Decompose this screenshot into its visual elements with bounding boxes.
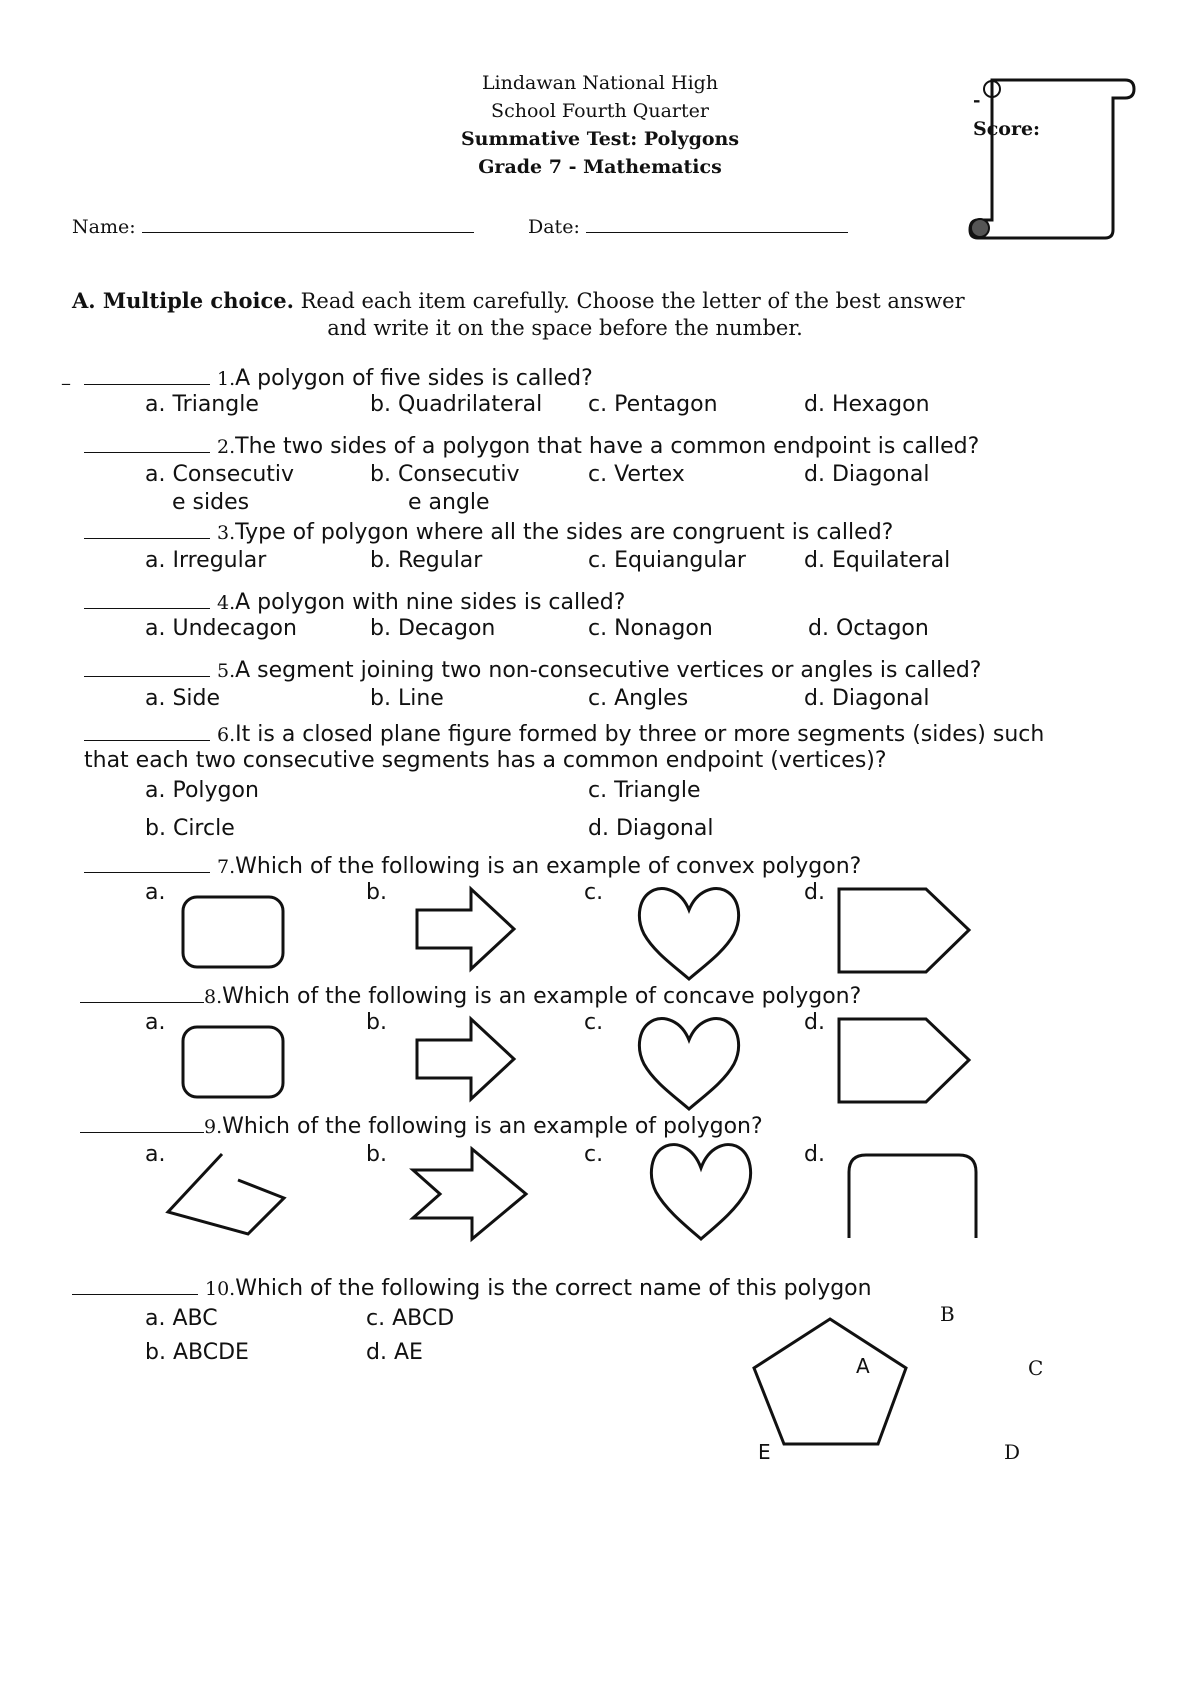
answer-blank-5[interactable] [84,656,210,677]
option-8d: d. [804,1010,825,1035]
option-9c: c. [584,1142,604,1167]
instructions-line1 [72,288,965,313]
option-9b: b. [366,1142,387,1167]
option-10a: a. ABC [145,1306,218,1331]
answer-blank-3[interactable] [84,518,210,539]
option-3a: a. Irregular [145,548,267,573]
option-2a: a. Consecutiv [145,462,295,487]
answer-blank-10[interactable] [72,1274,198,1295]
question-text: Which of the following is an example of polygon? [222,1114,763,1139]
option-6d: d. Diagonal [588,816,714,841]
grade-subject: Grade 7 - Mathematics [478,156,722,178]
option-8a: a. [145,1010,166,1035]
option-9a: a. [145,1142,166,1167]
question-2: 2.The two sides of a polygon that have a common endpoint is called? [84,432,979,459]
option-4d: d. Octagon [808,616,929,641]
option-4a: a. Undecagon [145,616,297,641]
option-3d: d. Equilateral [804,548,951,573]
question-9: 9.Which of the following is an example of polygon? [80,1112,763,1139]
question-text: Which of the following is an example of convex polygon? [235,854,862,879]
question-text: It is a closed plane figure formed by three or more segments (sides) such [235,722,1045,747]
question-text: A polygon of five sides is called? [235,366,593,391]
instructions-label: A. Multiple choice. [72,288,294,313]
answer-blank-4[interactable] [84,588,210,609]
name-field[interactable] [72,212,474,238]
name-blank[interactable] [142,212,474,233]
question-6-line2: that each two consecutive segments has a common endpoint (vertices)? [84,748,887,773]
option-3c: c. Equiangular [588,548,746,573]
option-4b: b. Decagon [370,616,496,641]
date-label: Date: [528,216,580,238]
option-2d: d. Diagonal [804,462,930,487]
stray-mark: _ [62,366,70,385]
question-5: 5.A segment joining two non-consecutive vertices or angles is called? [84,656,981,683]
answer-blank-9[interactable] [80,1112,204,1133]
option-6a: a. Polygon [145,778,259,803]
option-1b: b. Quadrilateral [370,392,543,417]
question-4: 4.A polygon with nine sides is called? [84,588,625,615]
option-1d: d. Hexagon [804,392,930,417]
option-6b: b. Circle [145,816,235,841]
score-dash: - [973,90,981,111]
option-7d: d. [804,880,825,905]
option-4c: c. Nonagon [588,616,713,641]
heart-shape [636,884,742,982]
score-label: Score: [973,118,1041,140]
arrow-shape [414,1016,518,1102]
option-2b-wrap: e angle [408,490,490,515]
heart-shape [636,1014,742,1112]
score-scroll-icon [960,70,1140,245]
vertex-label-c: C [1028,1356,1044,1380]
option-2c: c. Vertex [588,462,685,487]
option-7c: c. [584,880,604,905]
option-9d: d. [804,1142,825,1167]
date-field[interactable] [528,212,848,238]
school-name-line1: Lindawan National High [481,72,719,94]
vertex-label-e: E [758,1440,771,1464]
option-10c: c. ABCD [366,1306,455,1331]
question-text: The two sides of a polygon that have a common endpoint is called? [235,434,980,459]
school-name-line2: School Fourth Quarter [491,100,709,122]
open-rounded-rectangle-shape [846,1152,980,1242]
arrow-shape [414,886,518,972]
question-1: 1.A polygon of five sides is called? [84,364,593,391]
option-5b: b. Line [370,686,444,711]
test-title: Summative Test: Polygons [460,128,740,150]
option-2a-wrap: e sides [172,490,250,515]
question-text: Type of polygon where all the sides are congruent is called? [235,520,894,545]
pentagon-arrow-shape [836,886,972,976]
open-polygon-shape [164,1150,290,1240]
answer-blank-6[interactable] [84,720,210,741]
question-text: A polygon with nine sides is called? [235,590,626,615]
heart-shape [648,1140,754,1242]
option-8c: c. [584,1010,604,1035]
question-10: 10.Which of the following is the correct name of this polygon [72,1274,872,1301]
pentagon-arrow-shape [836,1016,972,1106]
question-7: 7.Which of the following is an example of convex polygon? [84,852,861,879]
option-5d: d. Diagonal [804,686,930,711]
question-8: 8.Which of the following is an example of concave polygon? [80,982,861,1009]
question-text: Which of the following is the correct name of this polygon [235,1276,872,1301]
option-5a: a. Side [145,686,221,711]
instructions-text1: Read each item carefully. Choose the letter of the best answer [300,289,965,313]
instructions-line2: and write it on the space before the number. [327,316,803,340]
notched-arrow-shape [410,1146,530,1244]
option-3b: b. Regular [370,548,483,573]
vertex-label-a: A [856,1354,870,1378]
name-label: Name: [72,216,136,238]
rounded-rectangle-shape [180,1024,286,1100]
answer-blank-7[interactable] [84,852,210,873]
option-10b: b. ABCDE [145,1340,249,1365]
option-7a: a. [145,880,166,905]
question-text: A segment joining two non-consecutive vertices or angles is called? [235,658,982,683]
date-blank[interactable] [586,212,848,233]
option-1a: a. Triangle [145,392,259,417]
answer-blank-2[interactable] [84,432,210,453]
option-2b: b. Consecutiv [370,462,520,487]
option-1c: c. Pentagon [588,392,718,417]
vertex-label-b: B [940,1302,955,1326]
option-5c: c. Angles [588,686,689,711]
answer-blank-1[interactable] [84,364,210,385]
option-7b: b. [366,880,387,905]
pentagon-figure [750,1316,910,1448]
rounded-rectangle-shape [180,894,286,970]
option-6c: c. Triangle [588,778,701,803]
answer-blank-8[interactable] [80,982,204,1003]
question-6: 6.It is a closed plane figure formed by three or more segments (sides) such [84,720,1044,747]
question-text: Which of the following is an example of concave polygon? [222,984,862,1009]
question-3: 3.Type of polygon where all the sides are congruent is called? [84,518,893,545]
option-8b: b. [366,1010,387,1035]
vertex-label-d: D [1004,1440,1021,1464]
option-10d: d. AE [366,1340,423,1365]
